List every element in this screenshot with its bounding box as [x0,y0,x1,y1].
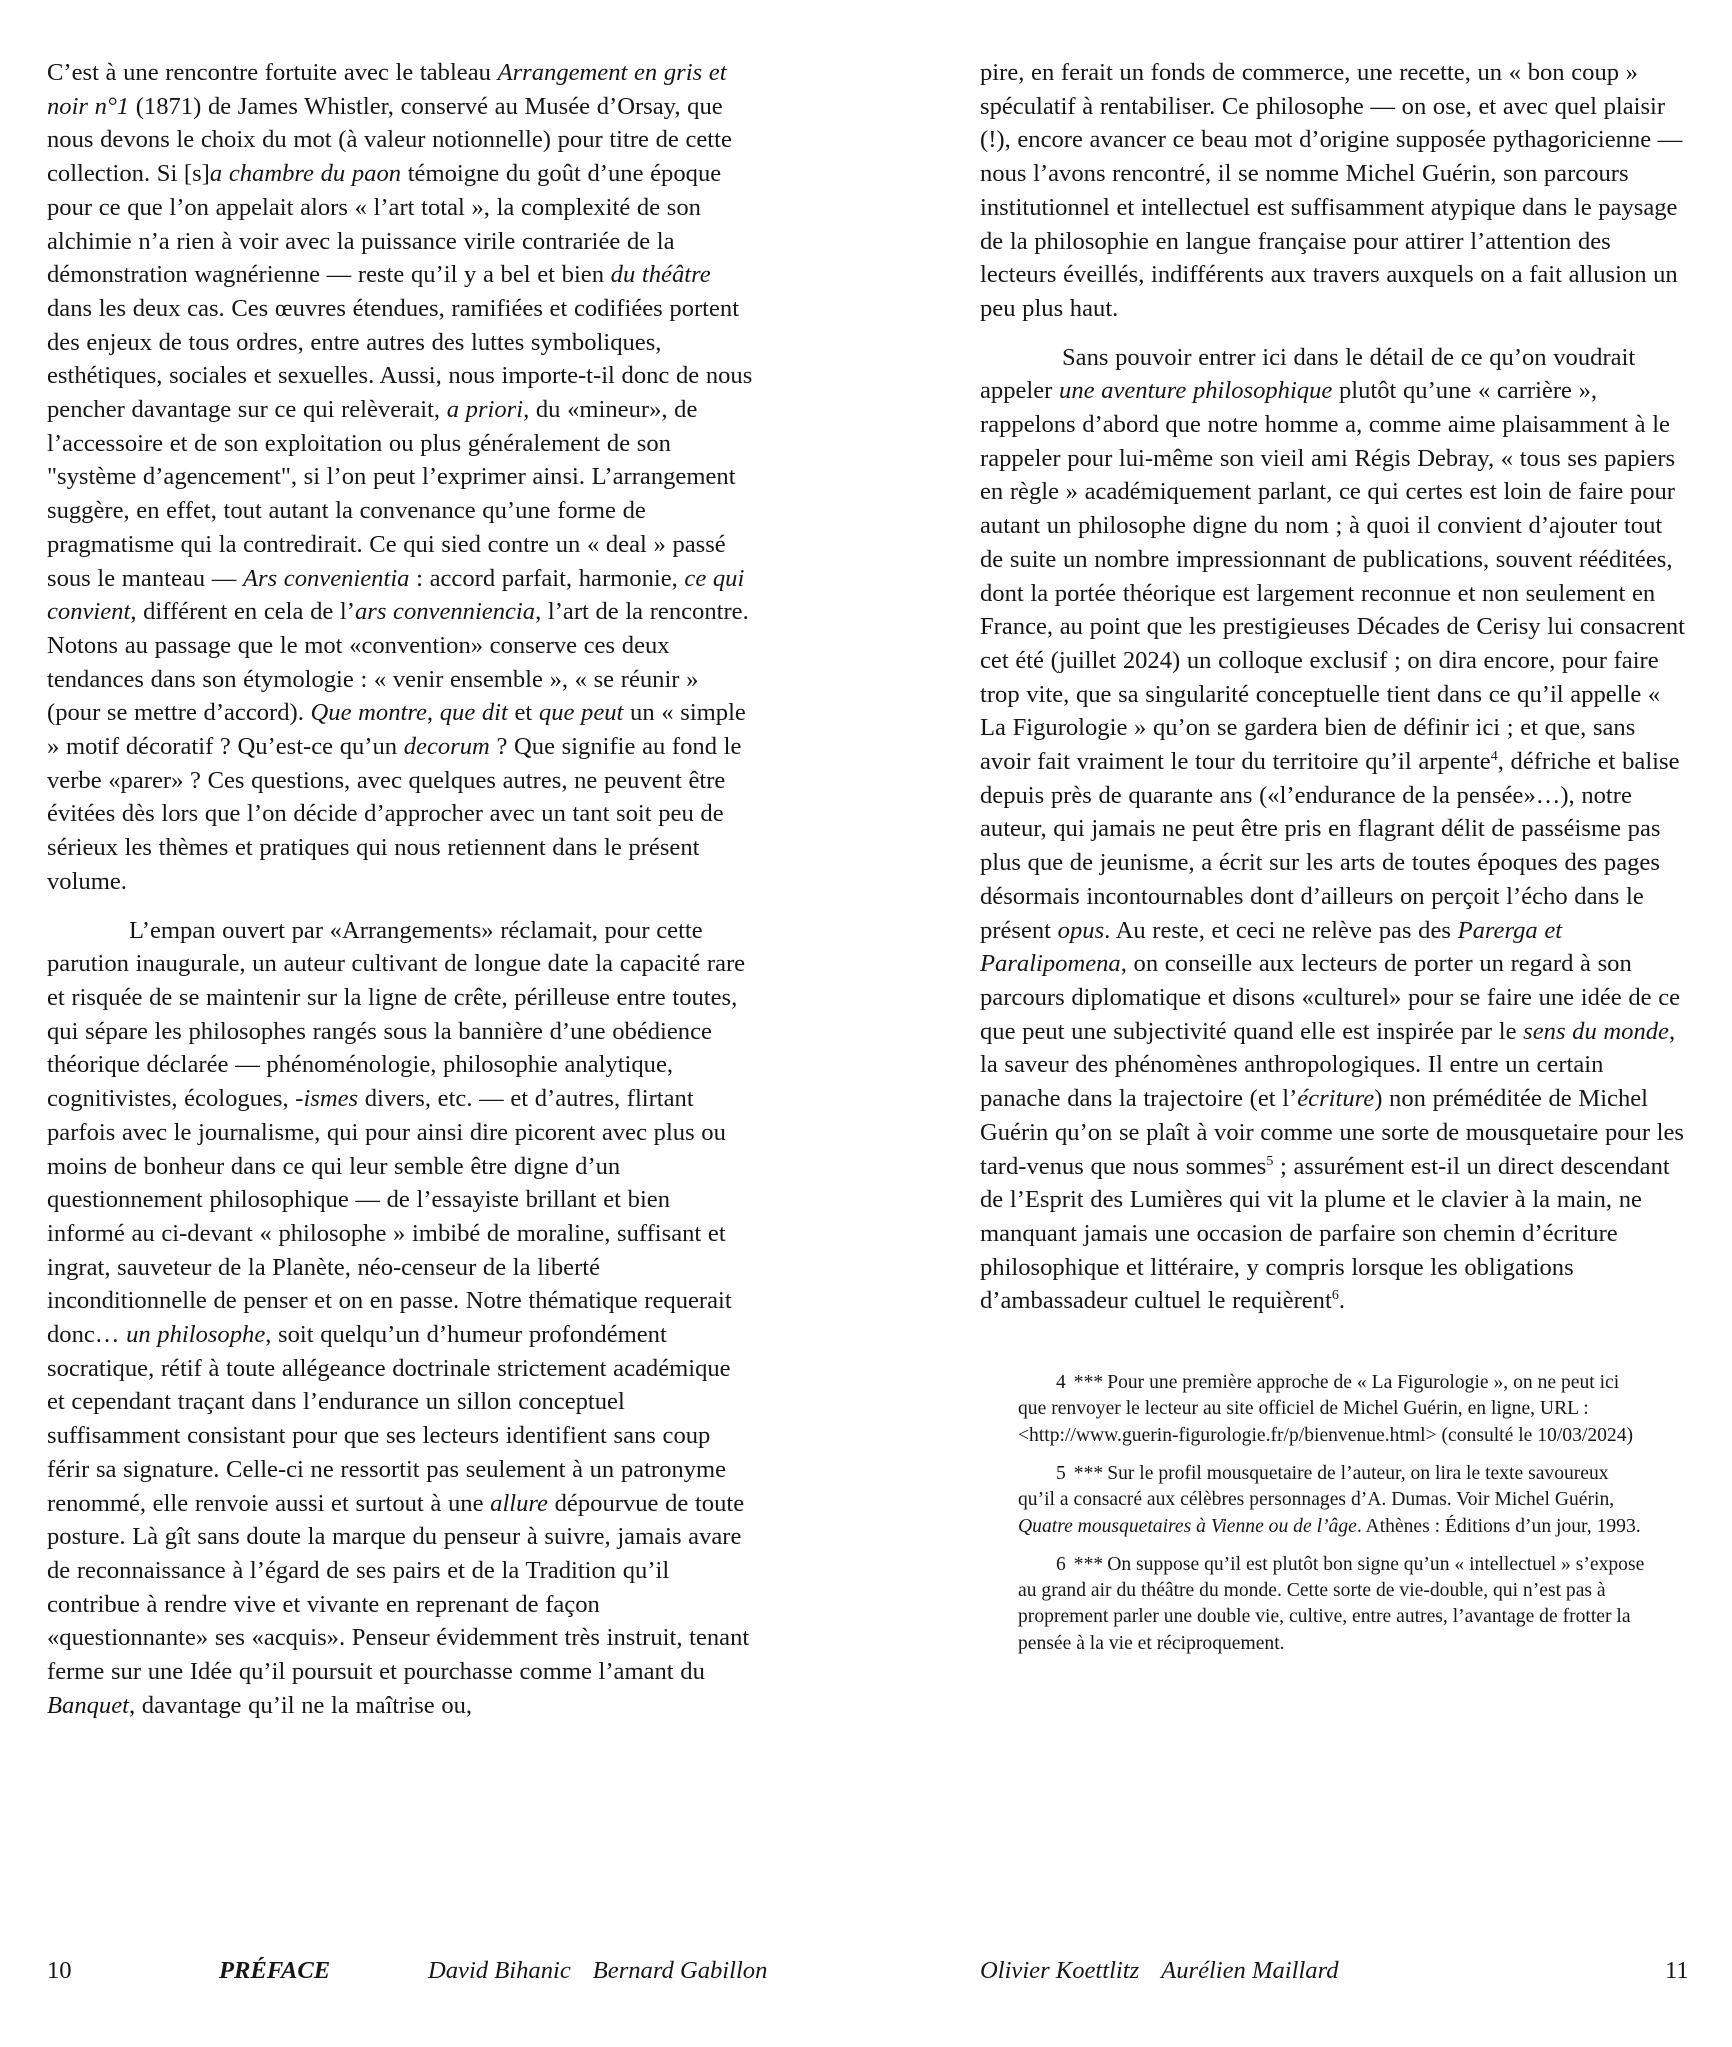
footnote-number: 4 [1056,1372,1066,1394]
italic-text: que peut [538,699,624,727]
author-name: Aurélien Maillard [1161,1957,1339,1984]
footnote-text: Pour une première approche de « La Figurologie », on ne peut ici que renvoyer le lecteur au site officiel de Michel Guérin, en ligne, URL : <http://www.guerin-figurologie.fr/p/bienvenue.html> (consulté le 10/03/2024) [1018,1372,1634,1446]
italic-text: du théâtre [610,261,711,289]
italic-text: ars convenniencia [354,598,536,626]
italic-text: ce qui convient [47,564,745,626]
footnote-text: Sur le profil mousquetaire de l’auteur, on lira le texte savoureux qu’il a consacré aux célèbres personnages d’A. Dumas. Voir Michel Guérin, Quatre mousquetaires à Vienne ou de l’âge. Athènes : Éditions d’un jour, 1993. [1018,1462,1641,1537]
footnote [1018,1370,1648,1449]
body-paragraph: pire, en ferait un fonds de commerce, une recette, un « bon coup » spéculatif à rentabiliser. Ce philosophe — on ose, et avec quel plaisir (!), encore avancer ce beau mot d’origine supposée pythagoricienne — nous l’avons rencontré, il se nomme Michel Guérin, son parcours institutionnel et intellectuel est suffisamment atypique dans le paysage de la philosophie en langue française pour attirer l’attention des lecteurs éveillés, indifférents aux travers auxquels on a fait allusion un peu plus haut. [980,59,1683,322]
italic-text: a priori, [446,396,530,424]
italic-text: écriture [1297,1085,1375,1113]
author-name: Olivier Koettlitz [980,1957,1140,1984]
footnote-reference: 4 [1490,748,1498,764]
author-name: Bernard Gabillon [592,1957,768,1984]
footnote-text: On suppose qu’il est plutôt bon signe qu’un « intellectuel » s’expose au grand air du théâtre du monde. Cette sorte de vie-double, qui n’est pas à proprement parler une double vie, cultive, entre autres, l’avantage de frotter la pensée à la vie et réciproquement. [1018,1553,1645,1654]
footnote-stars: *** [1073,1553,1104,1575]
italic-text: decorum [403,733,490,761]
italic-text: Arrangement en gris et noir n°1 [47,59,727,120]
footnote-number: 6 [1056,1553,1066,1575]
running-head-authors-left [428,1956,767,1986]
footnote-stars: *** [1073,1462,1104,1484]
running-head-authors-right [980,1956,1339,1986]
footnote-reference: 5 [1266,1153,1274,1169]
author-name: David Bihanic [428,1957,571,1984]
footnote-reference: 6 [1331,1288,1339,1304]
italic-text: sens du monde [1523,1017,1669,1045]
italic-text: ismes [303,1085,359,1113]
page-number-right: 11 [1665,1957,1689,1984]
left-page-body [47,56,753,1722]
footnotes [980,1370,1648,1657]
running-head-section-title: PRÉFACE [219,1957,331,1984]
italic-text: opus [1057,916,1105,944]
italic-text: un philosophe [126,1321,266,1349]
footnote [1018,1552,1648,1657]
italic-text: a chambre du paon [209,160,402,188]
italic-text: Que montre [310,699,427,727]
body-paragraph: C’est à une rencontre fortuite avec le tableau Arrangement en gris et noir n°1 (1871) de James Whistler, conservé au Musée d’Orsay, que nous devons le choix du mot (à valeur notionnelle) pour titre de cette collection. Si [s]a chambre du paon témoigne du goût d’une époque pour ce que l’on appelait alors « l’art total », la complexité de son alchimie n’a rien à voir avec la puissance virile contrariée de la démonstration wagnérienne — reste qu’il y a bel et bien du théâtre dans les deux cas. Ces œuvres étendues, ramifiées et codifiées portent des enjeux de tous ordres, entre autres des luttes symboliques, esthétiques, sociales et sexuelles. Aussi, nous importe-t-il donc de nous pencher davantage sur ce qui relèverait, a priori, du «mineur», de l’accessoire et de son exploitation ou plus généralement de son "système d’agencement", si l’on peut l’exprimer ainsi. L’arrangement suggère, en effet, tout autant la convenance qu’une forme de pragmatisme qui la contredirait. Ce qui sied contre un « deal » passé sous le manteau — Ars convenientia : accord parfait, harmonie, ce qui convient, différent en cela de l’ars convenniencia, l’art de la rencontre. Notons au passage que le mot «convention» conserve ces deux tendances dans son étymologie : « venir ensemble », « se réunir » (pour se mettre d’accord). Que montre, que dit et que peut un « simple » motif décoratif ? Qu’est-ce qu’un decorum ? Que signifie au fond le verbe «parer» ? Ces questions, avec quelques autres, ne peuvent être évitées dès lors que l’on décide d’approcher avec un tant soit peu de sérieux les thèmes et pratiques qui nous retiennent dans le présent volume. [47,59,753,895]
italic-text: Parerga et Paralipomena [980,916,1563,978]
footnote-stars: *** [1073,1372,1104,1394]
body-paragraph: L’empan ouvert par «Arrangements» réclamait, pour cette parution inaugurale, un auteur cultivant de longue date la capacité rare et risquée de se maintenir sur la ligne de crête, périlleuse entre toutes, qui sépare les philosophes rangés sous la bannière d’une obédience théorique déclarée — phénoménologie, philosophie analytique, cognitivistes, écologues, -ismes divers, etc. — et d’autres, flirtant parfois avec le journalisme, qui pour ainsi dire picorent avec plus ou moins de bonheur dans ce qui leur semble être digne d’un questionnement philosophique — de l’essayiste brillant et bien informé au ci-devant « philosophe » imbibé de moraline, suffisant et ingrat, sauveteur de la Planète, néo-censeur de la liberté inconditionnelle de penser et on en passe. Notre thématique requerait donc… un philosophe, soit quelqu’un d’humeur profondément socratique, rétif à toute allégeance doctrinale strictement académique et cependant traçant dans l’endurance un sillon conceptuel suffisamment consistant pour que ses lecteurs identifient sans coup férir sa signature. Celle-ci ne ressortit pas seulement à un patronyme renommé, elle renvoie aussi et surtout à une allure dépourvue de toute posture. Là gît sans doute la marque du penseur à suivre, jamais avare de reconnaissance à l’égard de ses pairs et de la Tradition qu’il contribue à rendre vive et vivante en reprenant de façon «questionnante» ses «acquis». Penseur évidemment très instruit, tenant ferme sur une Idée qu’il poursuit et pourchasse comme l’amant du Banquet, davantage qu’il ne la maîtrise ou, [47,916,750,1719]
body-paragraph: Sans pouvoir entrer ici dans le détail de ce qu’on voudrait appeler une aventure philosophique plutôt qu’une « carrière », rappelons d’abord que notre homme a, comme aime plaisamment à le rappeler pour lui-même son vieil ami Régis Debray, « tous ses papiers en règle » académiquement parlant, ce qui certes est loin de faire pour autant un philosophe digne du nom ; à quoi il convient d’ajouter tout de suite un nombre impressionnant de publications, souvent rééditées, dont la portée théorique est largement reconnue et non seulement en France, au point que les prestigieuses Décades de Cerisy lui consacrent cet été (juillet 2024) un colloque exclusif ; on dira encore, pour faire trop vite, que sa singularité conceptuelle tient dans ce qu’il appelle « La Figurologie » qu’on se gardera bien de définir ici ; et que, sans avoir fait vraiment le tour du territoire qu’il arpente$^4$, défriche et balise depuis près de quarante ans («l’endurance de la pensée»…), notre auteur, qui jamais ne peut être pris en flagrant délit de passéisme pas plus que de jeunisme, a écrit sur les arts de toutes époques des pages désormais incontournables dont d’ailleurs on perçoit l’écho dans le présent opus. Au reste, et ceci ne relève pas des Parerga et Paralipomena, on conseille aux lecteurs de porter un regard à son parcours diplomatique et disons «culturel» pour se faire une idée de ce que peut une subjectivité quand elle est inspirée par le sens du monde, la saveur des phénomènes anthropologiques. Il entre un certain panache dans la trajectoire (et l’écriture) non préméditée de Michel Guérin qu’on se plaît à voir comme une sorte de mousquetaire pour les tard-venus que nous sommes$^5$ ; assurément est-il un direct descendant de l’Esprit des Lumières qui vit la plume et le clavier à la main, ne manquant jamais une occasion de parfaire son chemin d’écriture philosophique et littéraire, y compris lorsque les obligations d’ambassadeur cultuel le requièrent$^6$. [980,343,1686,1315]
italic-text: Quatre mousquetaires à Vienne ou de l’âge [1018,1515,1357,1537]
italic-text: que dit [439,699,508,727]
italic-text: Ars convenientia [242,564,410,592]
footnote-number: 5 [1056,1462,1066,1484]
italic-text: une aventure philosophique [1059,377,1333,405]
footnote [1018,1461,1648,1540]
italic-text: allure [490,1489,548,1517]
page-number-left: 10 [47,1957,72,1984]
italic-text: Banquet [47,1691,129,1719]
right-page-body [980,56,1685,1669]
